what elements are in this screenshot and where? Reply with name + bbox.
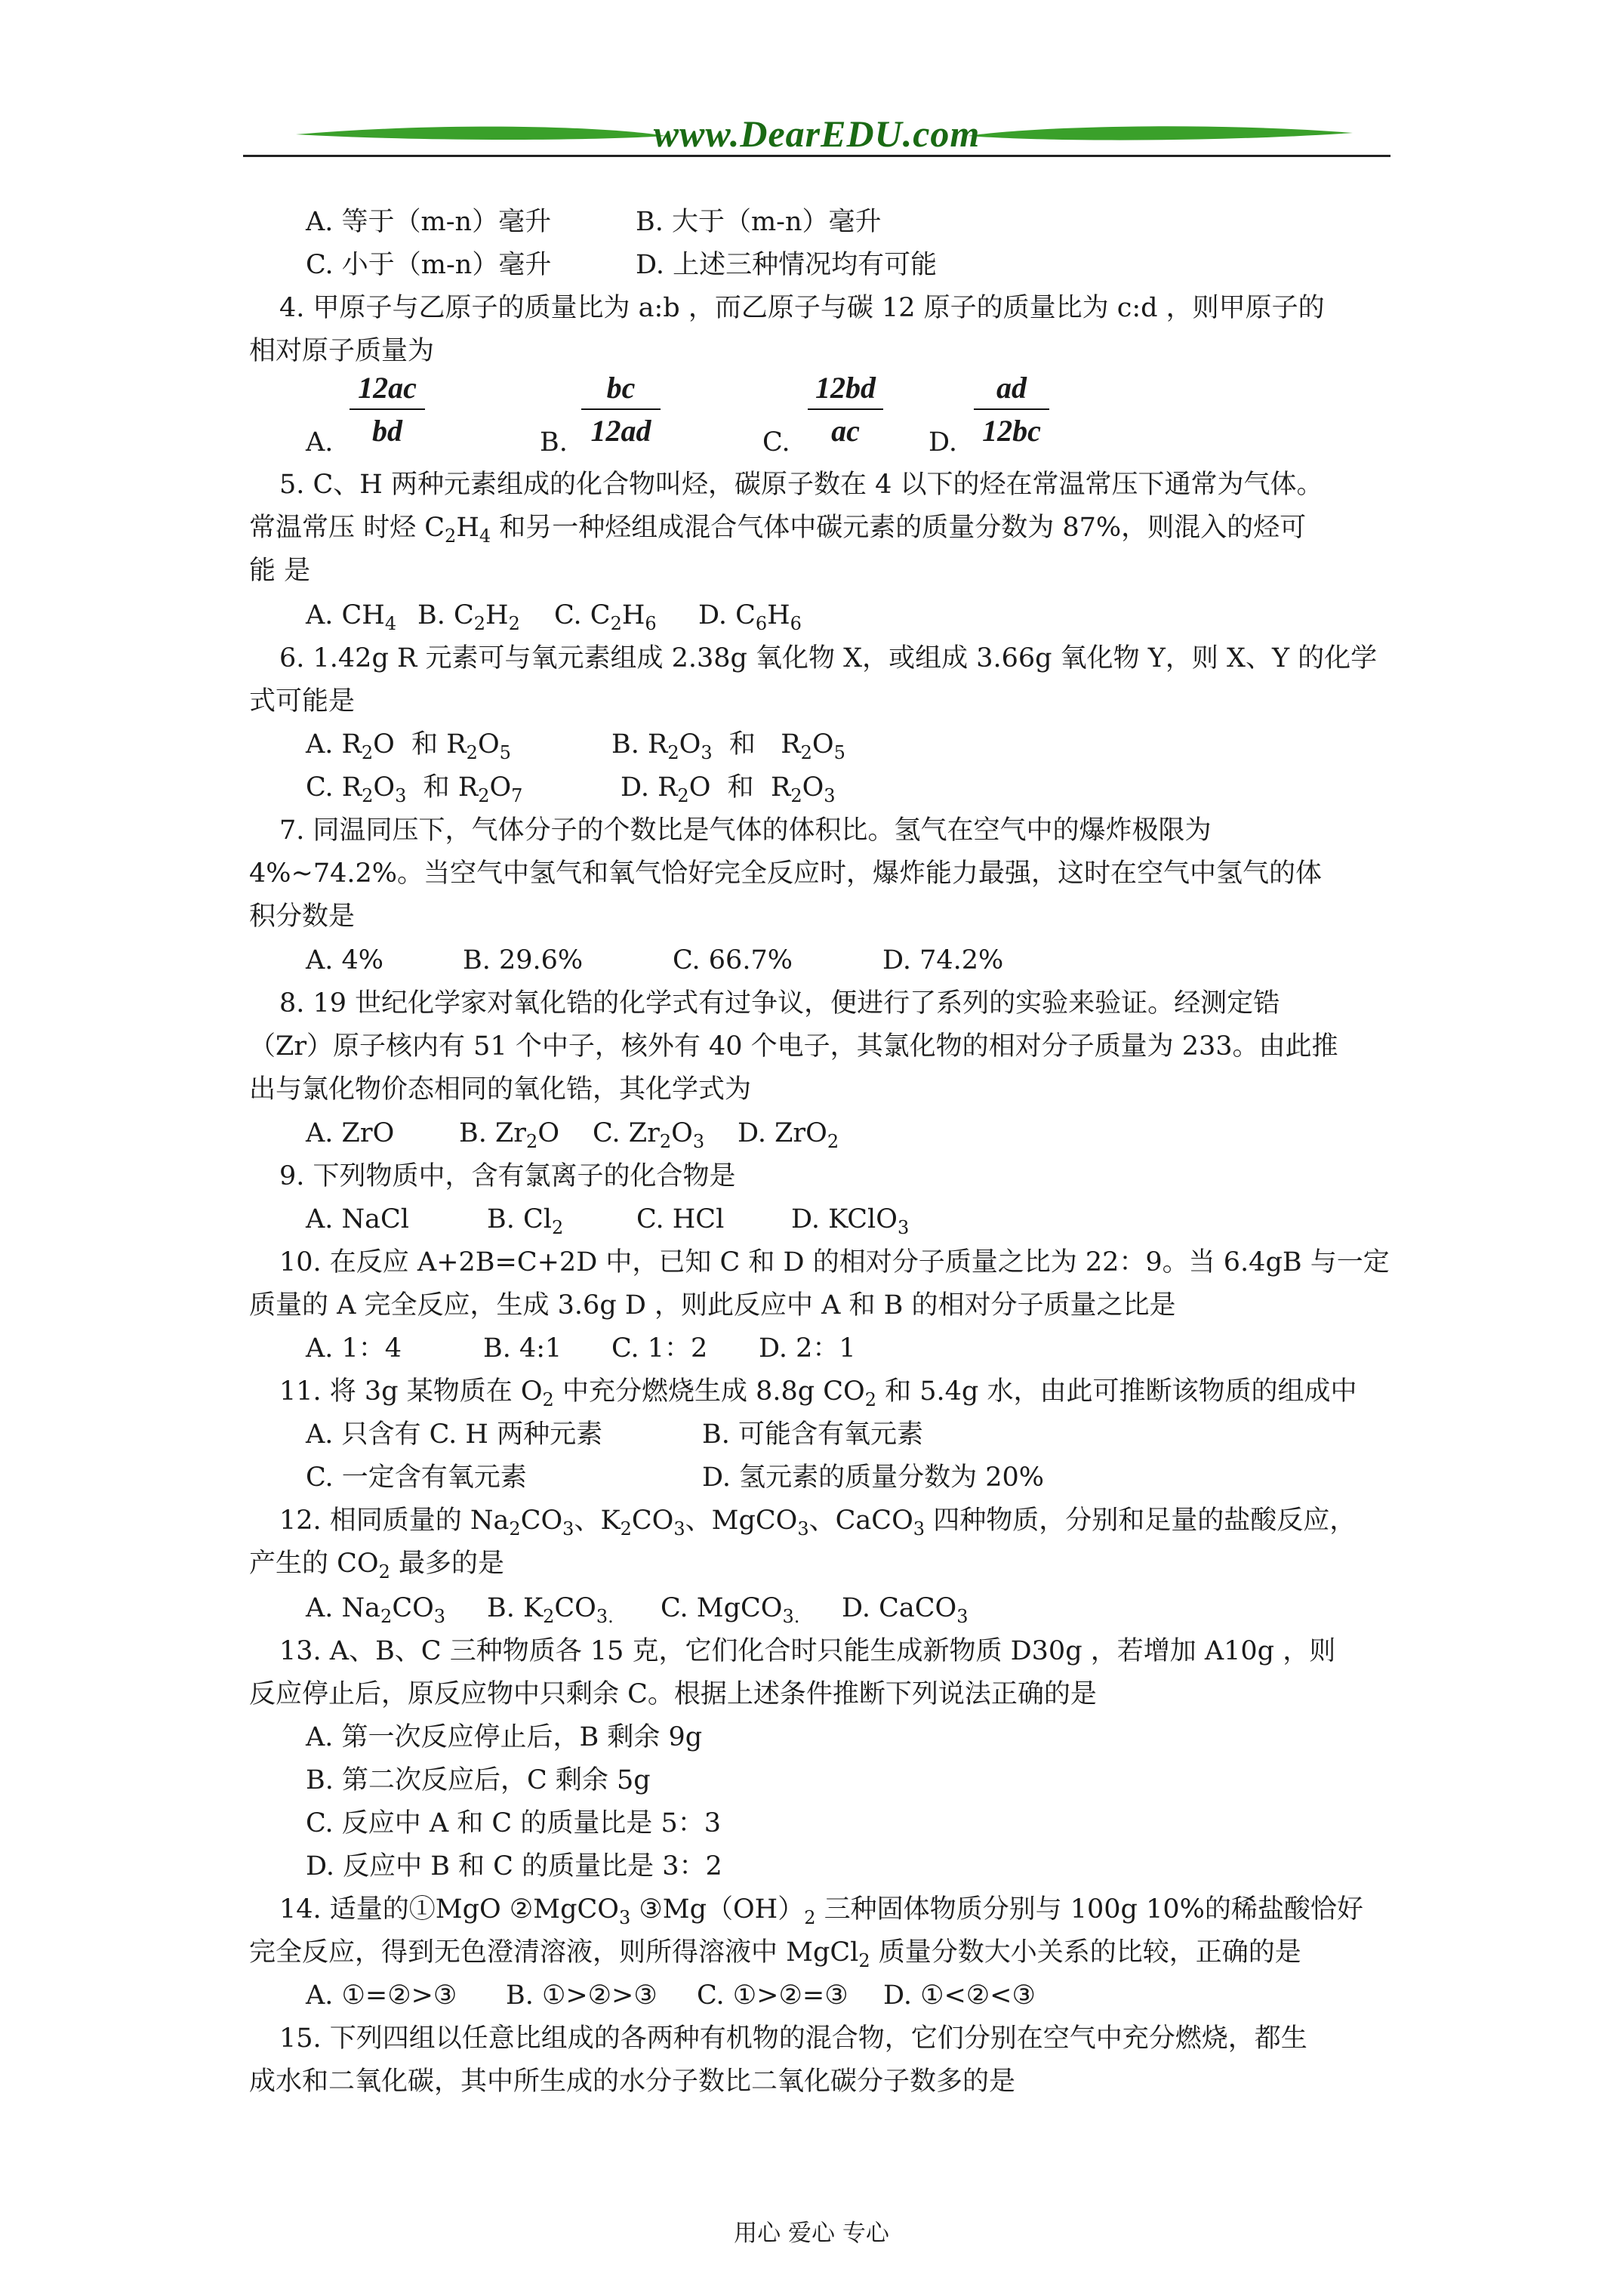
q6-option-a: A. $R_2O$ 和 $R_2O_5$ <box>306 729 511 763</box>
site-logo-text: www.DearEDU.com <box>653 112 981 155</box>
q12-option-a: A. $Na_2CO_3$ <box>306 1593 446 1627</box>
q3-option-a: A. 等于（m-n）毫升 <box>306 207 552 237</box>
q10-option-a: A. 1：4 <box>306 1333 402 1364</box>
q7-option-c: C. 66.7% <box>673 945 793 975</box>
q6-option-d: D. $R_2O$ 和 $R_2O_3$ <box>621 772 836 806</box>
q4-option-b-label: B. <box>540 427 568 458</box>
header-divider <box>243 155 1390 157</box>
q6-stem-line1: 6. 1.42g R 元素可与氧元素组成 2.38g 氧化物 X，或组成 3.66g 氧化物 Y，则 X、Y 的化学 <box>279 643 1378 673</box>
q13-option-d: D. 反应中 B 和 C 的质量比是 3：2 <box>306 1851 722 1881</box>
q6-option-c: C. $R_2O_3$ 和 $R_2O_7$ <box>306 772 523 806</box>
q7-stem-line1: 7. 同温同压下，气体分子的个数比是气体的体积比。氢气在空气中的爆炸极限为 <box>279 815 1212 846</box>
q8-stem-line2: （Zr）原子核内有 51 个中子，核外有 40 个电子，其氯化物的相对分子质量为 233。由此推 <box>249 1031 1338 1062</box>
q9-option-a: A. NaCl <box>306 1204 409 1234</box>
q13-stem-line1: 13. A、B、C 三种物质各 15 克，它们化合时只能生成新物质 D30g ，若增加 A10g ，则 <box>279 1636 1336 1666</box>
q4-option-b-numerator: bc <box>606 371 636 405</box>
q7-option-a: A. 4% <box>306 945 384 975</box>
q10-option-d: D. 2：1 <box>759 1333 856 1364</box>
q5-option-d: D. $C_6H_6$ <box>698 600 802 634</box>
q3-option-d: D. 上述三种情况均有可能 <box>636 250 938 280</box>
page-footer: 用心 爱心 专心 <box>734 2220 889 2247</box>
q4-option-a-numerator: 12ac <box>358 371 417 405</box>
q5-stem-line2: 常温常压 时烃 $C_2H_4$ 和另一种烃组成混合气体中碳元素的质量分数为 87%，则混入的烃可 <box>249 513 1307 547</box>
q12-option-b: B. $K_2CO_{3.}$ <box>487 1593 614 1627</box>
q9-option-d: D. KClO$_3$ <box>791 1204 910 1238</box>
q11-option-c: C. 一定含有氧元素 <box>306 1462 527 1493</box>
q5-option-b: B. $C_2H_2$ <box>417 600 520 634</box>
q8-option-b: B. $Zr_2O$ <box>459 1118 560 1152</box>
q8-stem-line1: 8. 19 世纪化学家对氧化锆的化学式有过争议，便进行了系列的实验来验证。经测定锆 <box>279 988 1280 1019</box>
q4-stem-line1: 4. 甲原子与乙原子的质量比为 a:b ，而乙原子与碳 12 原子的质量比为 c:d ，则甲原子的 <box>279 293 1325 323</box>
q14-option-b: B. ①>②>③ <box>506 1980 658 2011</box>
q6-option-b: B. $R_2O_3$ 和 $R_2O_5$ <box>611 729 845 763</box>
q4-option-d-denominator: 12bc <box>982 414 1041 448</box>
q4-stem-line2: 相对原子质量为 <box>249 336 435 366</box>
q10-stem-line2: 质量的 A 完全反应，生成 3.6g D ，则此反应中 A 和 B 的相对分子质量之比是 <box>249 1290 1176 1321</box>
q5-stem-line1: 5. C、H 两种元素组成的化合物叫烃，碳原子数在 4 以下的烃在常温常压下通常为气体。 <box>279 470 1323 500</box>
q10-option-b: B. 4:1 <box>483 1333 562 1364</box>
q13-option-a: A. 第一次反应停止后，B 剩余 9g <box>306 1722 703 1752</box>
q11-option-a: A. 只含有 C. H 两种元素 <box>306 1419 603 1450</box>
page-header <box>243 106 1390 166</box>
q9-option-b: B. $Cl_2$ <box>487 1204 564 1238</box>
q14-stem-line1: 14. 适量的①MgO ②MgCO$_3$ $③Mg(OH)_2$ 三种固体物质分别与 100g 10%的稀盐酸恰好 <box>279 1894 1363 1928</box>
q12-option-c: C. MgCO$_{3.}$ <box>661 1593 800 1627</box>
q9-option-c: C. HCl <box>636 1204 725 1234</box>
q4-option-a-denominator: bd <box>372 414 402 448</box>
q4-option-a-label: A. <box>306 427 334 458</box>
q4-options <box>249 370 1457 461</box>
q13-stem-line2: 反应停止后，原反应物中只剩余 C。根据上述条件推断下列说法正确的是 <box>249 1679 1097 1709</box>
q11-option-d: D. 氢元素的质量分数为 20% <box>702 1462 1044 1493</box>
q3-option-b: B. 大于（m-n）毫升 <box>636 207 882 237</box>
q7-stem-line2: 4%~74.2%。当空气中氢气和氧气恰好完全反应时，爆炸能力最强，这时在空气中氢气的体 <box>249 858 1323 889</box>
q7-stem-line3: 积分数是 <box>249 901 356 932</box>
q4-option-b-denominator: 12ad <box>590 414 651 448</box>
q6-stem-line2: 式可能是 <box>249 686 356 717</box>
q14-stem-line2: 完全反应，得到无色澄清溶液，则所得溶液中 MgCl$_2$ 质量分数大小关系的比较，正确的是 <box>249 1937 1301 1971</box>
q11-stem-line1: 11. 将 3g 某物质在 $O_2$ 中充分燃烧生成 8.8g $CO_2$ 和 5.4g 水，由此可推断该物质的组成中 <box>279 1376 1357 1410</box>
q4-option-d-numerator: ad <box>996 371 1027 405</box>
q4-option-b-fraction <box>581 370 661 448</box>
q10-stem-line1: 10. 在反应 A+2B=C+2D 中，已知 C 和 D 的相对分子质量之比为 22：9。当 6.4gB 与一定 <box>279 1247 1390 1277</box>
q8-option-d: D. ZrO$_2$ <box>738 1118 839 1152</box>
q9-stem-line1: 9. 下列物质中，含有氯离子的化合物是 <box>279 1161 736 1191</box>
q11-option-b: B. 可能含有氧元素 <box>702 1419 923 1450</box>
q14-option-d: D. ①<②<③ <box>883 1980 1036 2011</box>
q4-option-c-label: C. <box>762 427 790 458</box>
q5-option-c: C. $C_2H_6$ <box>554 600 657 634</box>
q12-stem-line2: 产生的 $CO_2$ 最多的是 <box>249 1549 505 1583</box>
q12-stem-line1: 12. 相同质量的 $Na_2CO_3$、$K_2CO_3$、MgCO$_3$、CaCO$_3$ 四种物质，分别和足量的盐酸反应， <box>279 1505 1357 1539</box>
q5-option-a: A. $CH_4$ <box>306 600 397 634</box>
q4-option-c-numerator: 12bd <box>815 371 876 405</box>
q13-option-b: B. 第二次反应后，C 剩余 5g <box>306 1765 651 1795</box>
q4-option-d-label: D. <box>929 427 957 458</box>
q12-option-d: D. CaCO$_3$ <box>842 1593 969 1627</box>
q14-option-a: A. ①=②>③ <box>306 1980 457 2011</box>
q5-stem-line3: 能 是 <box>249 556 311 586</box>
q4-option-a-fraction <box>350 370 425 448</box>
q4-option-d-fraction <box>974 370 1049 448</box>
q4-option-c-denominator: ac <box>831 414 860 448</box>
q4-option-c-fraction <box>808 370 883 448</box>
q8-option-a: A. ZrO <box>306 1118 395 1148</box>
q7-option-d: D. 74.2% <box>882 945 1004 975</box>
q14-option-c: C. ①>②=③ <box>697 1980 848 2011</box>
q8-option-c: C. $Zr_2O_3$ <box>593 1118 705 1152</box>
q3-option-c: C. 小于（m-n）毫升 <box>306 250 552 280</box>
q15-stem-line2: 成水和二氧化碳，其中所生成的水分子数比二氧化碳分子数多的是 <box>249 2066 1016 2097</box>
q15-stem-line1: 15. 下列四组以任意比组成的各两种有机物的混合物，它们分别在空气中充分燃烧，都生 <box>279 2023 1307 2054</box>
q13-option-c: C. 反应中 A 和 C 的质量比是 5：3 <box>306 1808 722 1838</box>
q8-stem-line3: 出与氯化物价态相同的氧化锆，其化学式为 <box>249 1074 752 1105</box>
q7-option-b: B. 29.6% <box>463 945 584 975</box>
q10-option-c: C. 1：2 <box>611 1333 708 1364</box>
